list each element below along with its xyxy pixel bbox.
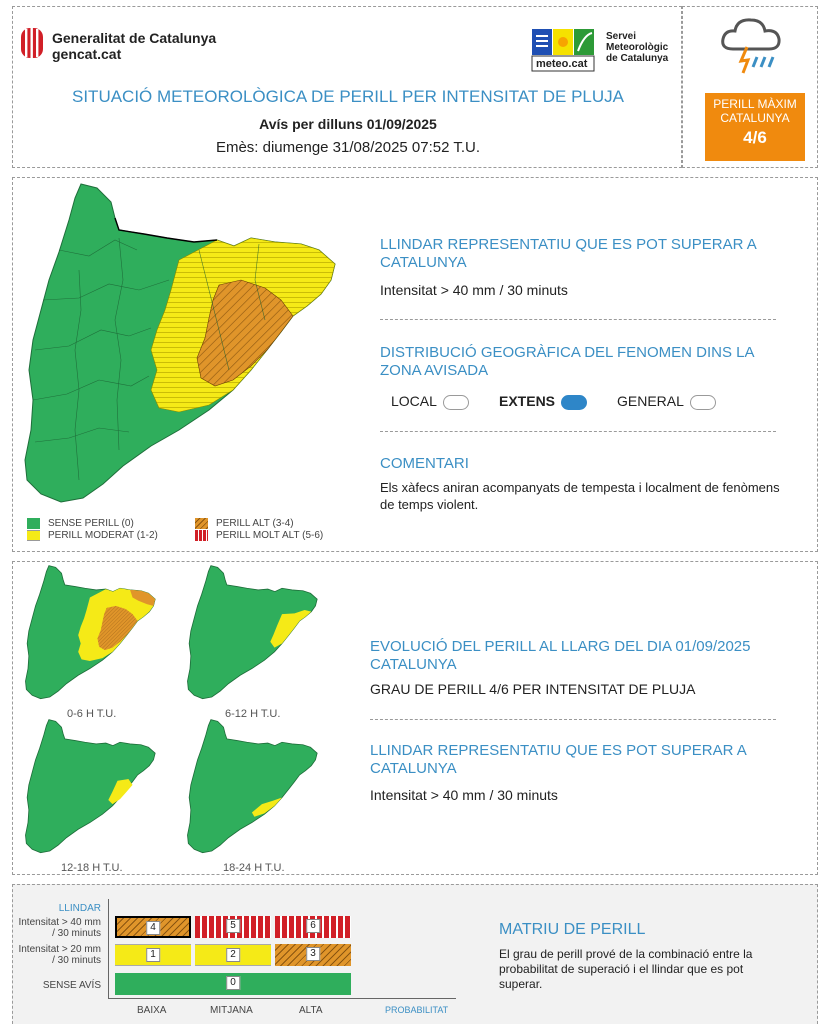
warning-panel bbox=[12, 177, 818, 552]
matrix-row2-label: Intensitat > 20 mm / 30 minuts bbox=[18, 944, 101, 966]
gencat-emblem-icon bbox=[20, 27, 44, 59]
matrix-text: El grau de perill prové de la combinació entre la probabilitat de superació i el llindar que es pot superar. bbox=[499, 947, 753, 991]
threshold-text: Intensitat > 40 mm / 30 minuts bbox=[380, 282, 568, 298]
gencat-url: gencat.cat bbox=[52, 46, 122, 62]
main-warning-map[interactable] bbox=[19, 180, 349, 510]
matrix-cell-3: 3 bbox=[275, 944, 351, 966]
matrix-cell-1: 1 bbox=[115, 944, 191, 966]
matrix-cell-5: 5 bbox=[195, 916, 271, 938]
map-6-12[interactable] bbox=[179, 564, 329, 702]
period-label-0-6: 0-6 H T.U. bbox=[67, 708, 117, 720]
matrix-y-axis bbox=[108, 899, 109, 999]
evolution-threshold-text: Intensitat > 40 mm / 30 minuts bbox=[370, 787, 558, 803]
legend-swatch-green bbox=[27, 518, 40, 529]
toggle-local[interactable] bbox=[443, 395, 469, 410]
max-danger-label: PERILL MÀXIM bbox=[713, 97, 797, 111]
matrix-x-label-mitjana: MITJANA bbox=[210, 1005, 253, 1016]
matrix-x-label-baixa: BAIXA bbox=[137, 1005, 167, 1016]
smc-name: Servei Meteorològic de Catalunya bbox=[606, 31, 669, 64]
matrix-row1-label: Intensitat > 40 mm / 30 minuts bbox=[18, 917, 101, 939]
period-label-18-24: 18-24 H T.U. bbox=[223, 862, 285, 874]
legend-swatch-red bbox=[195, 530, 208, 541]
matrix-row3-label: SENSE AVÍS bbox=[42, 980, 101, 991]
max-danger-region: CATALUNYA bbox=[720, 111, 790, 125]
comment-text: Els xàfecs aniran acompanyats de tempesta i localment de fenòmens de temps violent. bbox=[380, 480, 780, 512]
option-general[interactable]: GENERAL bbox=[617, 393, 716, 410]
matrix-cell-2: 2 bbox=[195, 944, 271, 966]
map-12-18[interactable] bbox=[17, 718, 167, 856]
gencat-name: Generalitat de Catalunya bbox=[52, 30, 217, 46]
separator bbox=[380, 431, 776, 432]
map-18-24[interactable] bbox=[179, 718, 329, 856]
option-local[interactable]: LOCAL bbox=[391, 393, 469, 410]
legend-swatch-yellow bbox=[27, 530, 40, 541]
legend-high: PERILL ALT (3-4) bbox=[195, 518, 294, 529]
legend-swatch-orange bbox=[195, 518, 208, 529]
issued-date: Emès: diumenge 31/08/2025 07:52 T.U. bbox=[215, 139, 481, 156]
legend-moderate: PERILL MODERAT (1-2) bbox=[27, 530, 158, 541]
matrix-cell-4: 4 bbox=[115, 916, 191, 938]
matrix-y-axis-label: LLINDAR bbox=[58, 903, 101, 914]
matrix-title: MATRIU DE PERILL bbox=[499, 921, 646, 938]
comment-title: COMENTARI bbox=[380, 455, 469, 472]
meteocat-logo[interactable] bbox=[530, 27, 680, 73]
evolution-threshold-title: LLINDAR REPRESENTATIU QUE ES POT SUPERAR A CATALUNYA bbox=[370, 742, 746, 777]
max-danger-value: 4/6 bbox=[743, 128, 767, 147]
separator bbox=[370, 719, 776, 720]
matrix-cell-0: 0 bbox=[115, 973, 351, 995]
legend-very-high: PERILL MOLT ALT (5-6) bbox=[195, 530, 323, 541]
meteocat-logo-text: meteo.cat bbox=[536, 58, 588, 70]
toggle-extens[interactable] bbox=[561, 395, 587, 410]
max-danger-panel bbox=[682, 6, 818, 168]
evolution-text: GRAU DE PERILL 4/6 PER INTENSITAT DE PLUJA bbox=[370, 681, 696, 697]
period-label-6-12: 6-12 H T.U. bbox=[225, 708, 281, 720]
legend-none: SENSE PERILL (0) bbox=[27, 518, 134, 529]
separator bbox=[380, 319, 776, 320]
toggle-general[interactable] bbox=[690, 395, 716, 410]
matrix-x-axis-label: PROBABILITAT bbox=[385, 1005, 449, 1015]
gencat-logo[interactable] bbox=[20, 27, 250, 67]
matrix-cell-6: 6 bbox=[275, 916, 351, 938]
warning-date: Avís per dilluns 01/09/2025 bbox=[259, 116, 437, 132]
period-label-12-18: 12-18 H T.U. bbox=[61, 862, 123, 874]
threshold-title: LLINDAR REPRESENTATIU QUE ES POT SUPERAR A CATALUNYA bbox=[380, 236, 756, 271]
matrix-x-axis bbox=[108, 998, 456, 999]
storm-rain-icon bbox=[717, 15, 785, 79]
option-extens[interactable]: EXTENS bbox=[499, 393, 587, 410]
evolution-panel bbox=[12, 561, 818, 875]
max-danger-box bbox=[705, 93, 805, 161]
matrix-x-label-alta: ALTA bbox=[299, 1005, 323, 1016]
header-panel bbox=[12, 6, 682, 168]
map-0-6[interactable] bbox=[17, 564, 167, 702]
matrix-panel bbox=[12, 884, 818, 1024]
distribution-title: DISTRIBUCIÓ GEOGRÀFICA DEL FENOMEN DINS LA ZONA AVISADA bbox=[380, 344, 754, 379]
page-title: SITUACIÓ METEOROLÒGICA DE PERILL PER INTENSITAT DE PLUJA bbox=[72, 87, 624, 106]
evolution-title: EVOLUCIÓ DEL PERILL AL LLARG DEL DIA 01/09/2025 CATALUNYA bbox=[370, 638, 751, 673]
